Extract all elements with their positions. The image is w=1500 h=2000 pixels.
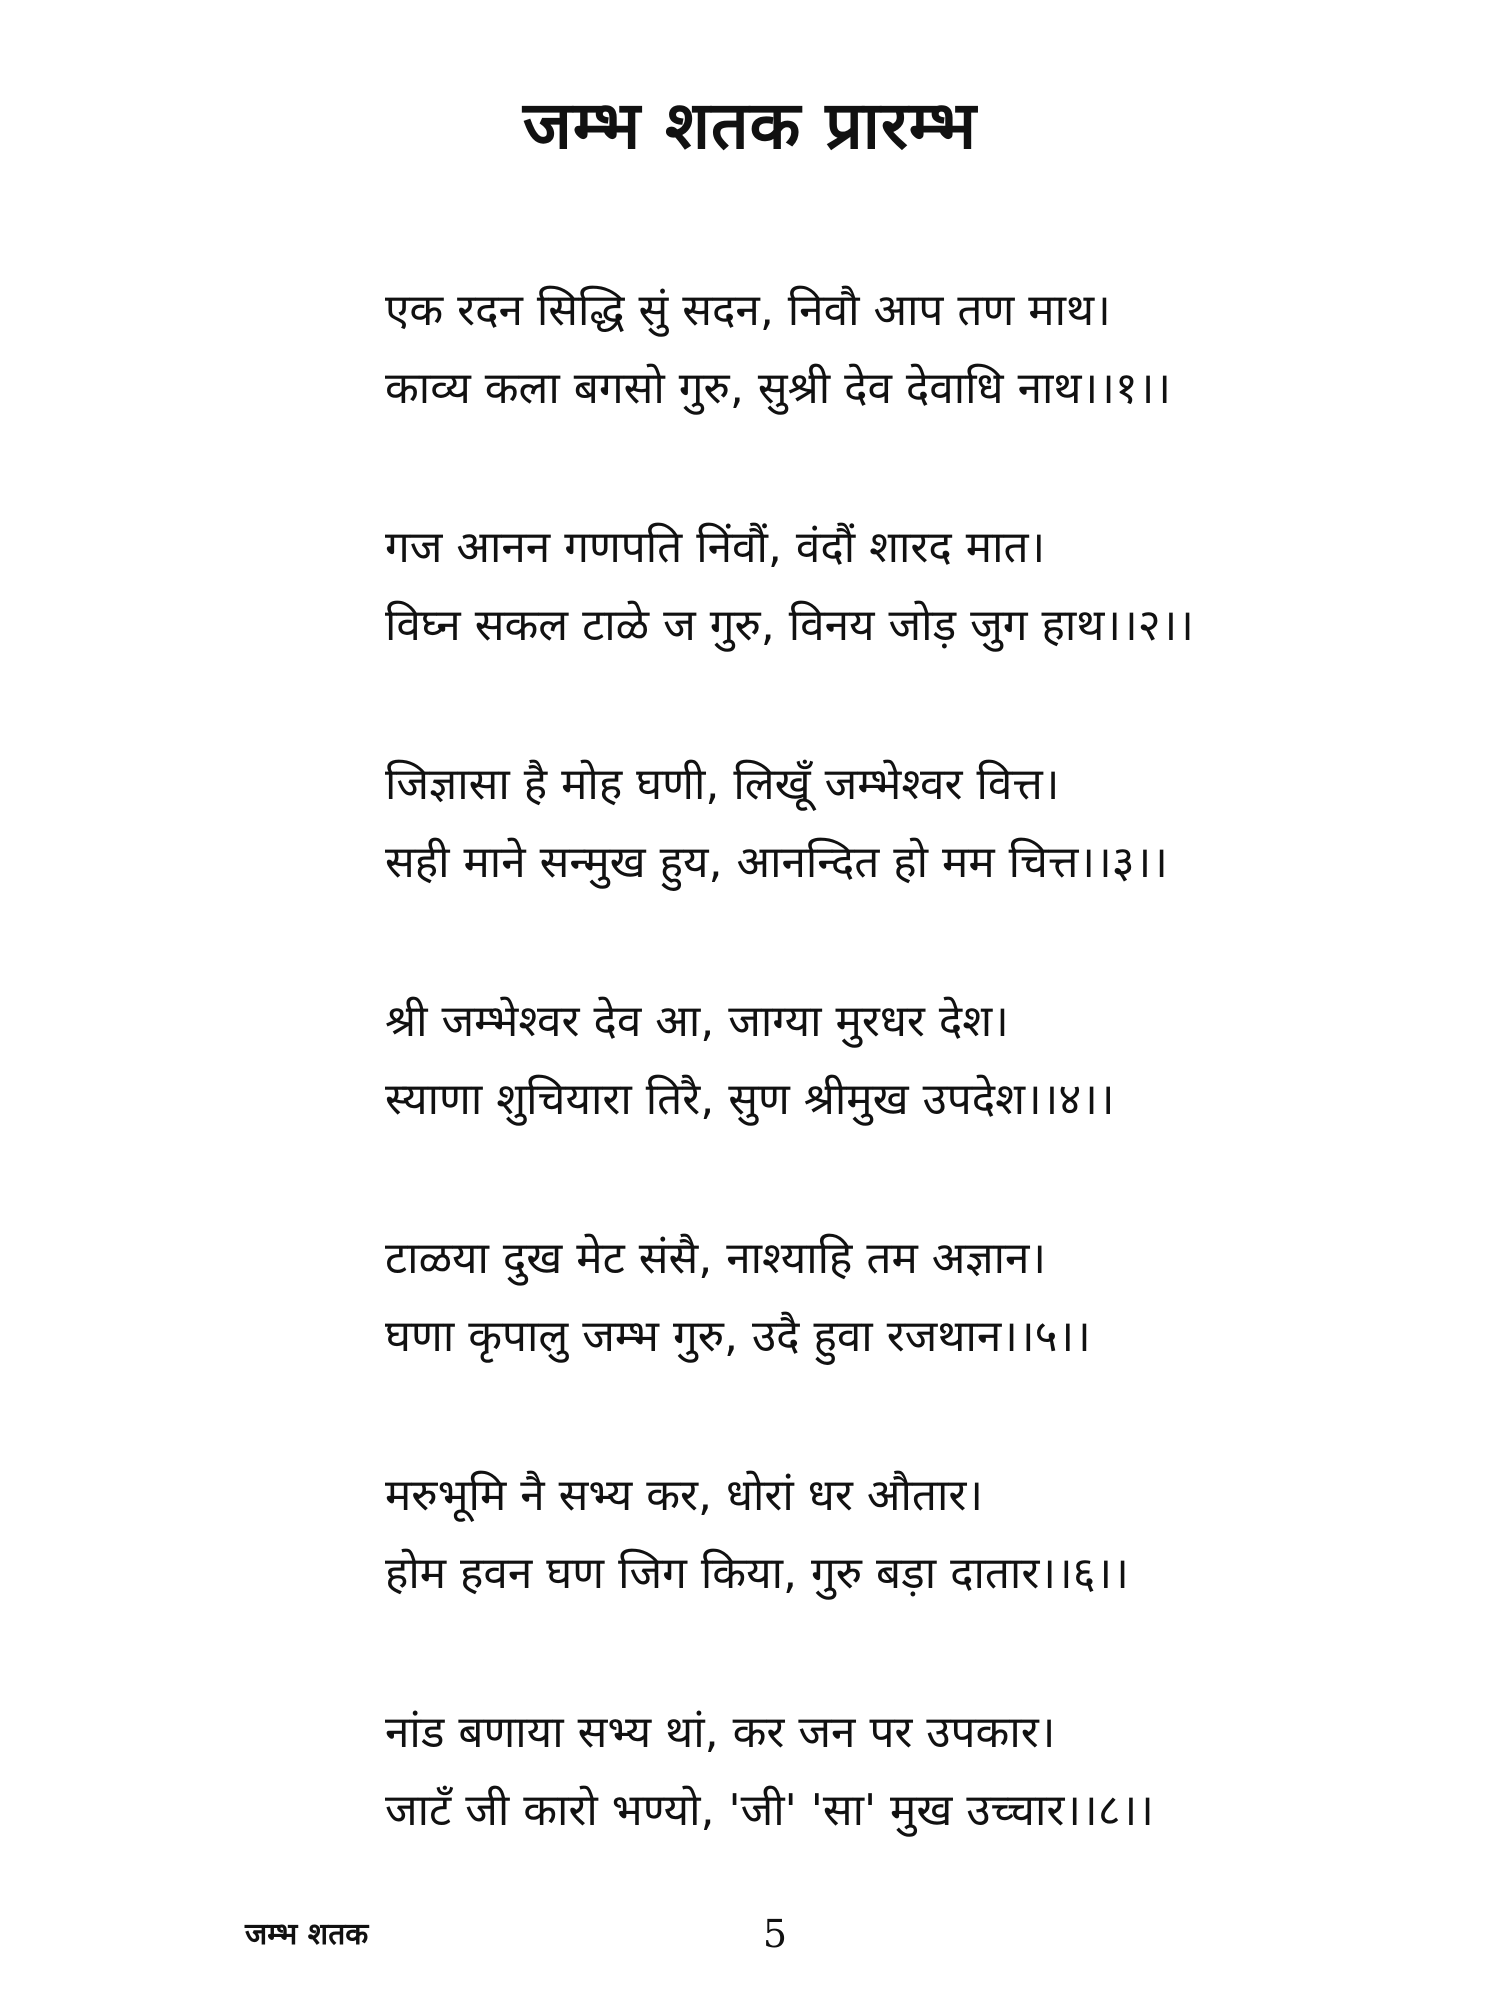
verse-line: जाटँ जी कारो भण्यो, 'जी' 'सा' मुख उच्चार।।८।।: [385, 1785, 1154, 1836]
running-footer-title: जम्भ शतक: [245, 1917, 369, 1952]
verse-list: [385, 272, 1205, 1931]
verse-line: सही माने सन्मुख हुय, आनन्दित हो मम चित्त।।३।।: [385, 837, 1168, 888]
verse-line: होम हवन घण जिग किया, गुरु बड़ा दातार।।६।।: [385, 1548, 1129, 1599]
page-title: जम्भ शतक प्रारम्भ: [522, 87, 978, 164]
verse-line: स्याणा शुचियारा तिरै, सुण श्रीमुख उपदेश।।४।।: [385, 1074, 1115, 1125]
verse-line: एक रदन सिद्धि सुं सदन, निवौ आप तण माथ।: [385, 285, 1111, 336]
verse-1: [385, 272, 1205, 509]
page-number-container: [0, 1912, 1500, 1956]
verse-line: गज आनन गणपति निंवौं, वंदौं शारद मात।: [385, 522, 1046, 573]
page-number: 5: [762, 1912, 788, 1956]
verse-2: [385, 509, 1205, 746]
verse-3: [385, 746, 1205, 983]
verse-line: विघ्न सकल टाळे ज गुरु, विनय जोड़ जुग हाथ।।२।।: [385, 600, 1194, 651]
verse-4: [385, 983, 1205, 1220]
verse-5: [385, 1220, 1205, 1457]
verse-line: घणा कृपालु जम्भ गुरु, उदै हुवा रजथान।।५।।: [385, 1311, 1091, 1362]
verse-line: नांड बणाया सभ्य थां, कर जन पर उपकार।: [385, 1707, 1056, 1758]
verse-line: जिज्ञासा है मोह घणी, लिखूँ जम्भेश्वर वित्त।: [385, 759, 1060, 810]
verse-line: मरुभूमि नै सभ्य कर, धोरां धर औतार।: [385, 1470, 984, 1521]
verse-line: काव्य कला बगसो गुरु, सुश्री देव देवाधि नाथ।।१।।: [385, 363, 1172, 414]
verse-line: टाळया दुख मेट संसै, नाश्याहि तम अज्ञान।: [385, 1233, 1047, 1284]
verse-8: [385, 1694, 1205, 1931]
verse-6: [385, 1457, 1205, 1694]
verse-line: श्री जम्भेश्वर देव आ, जाग्या मुरधर देश।: [385, 996, 1009, 1047]
